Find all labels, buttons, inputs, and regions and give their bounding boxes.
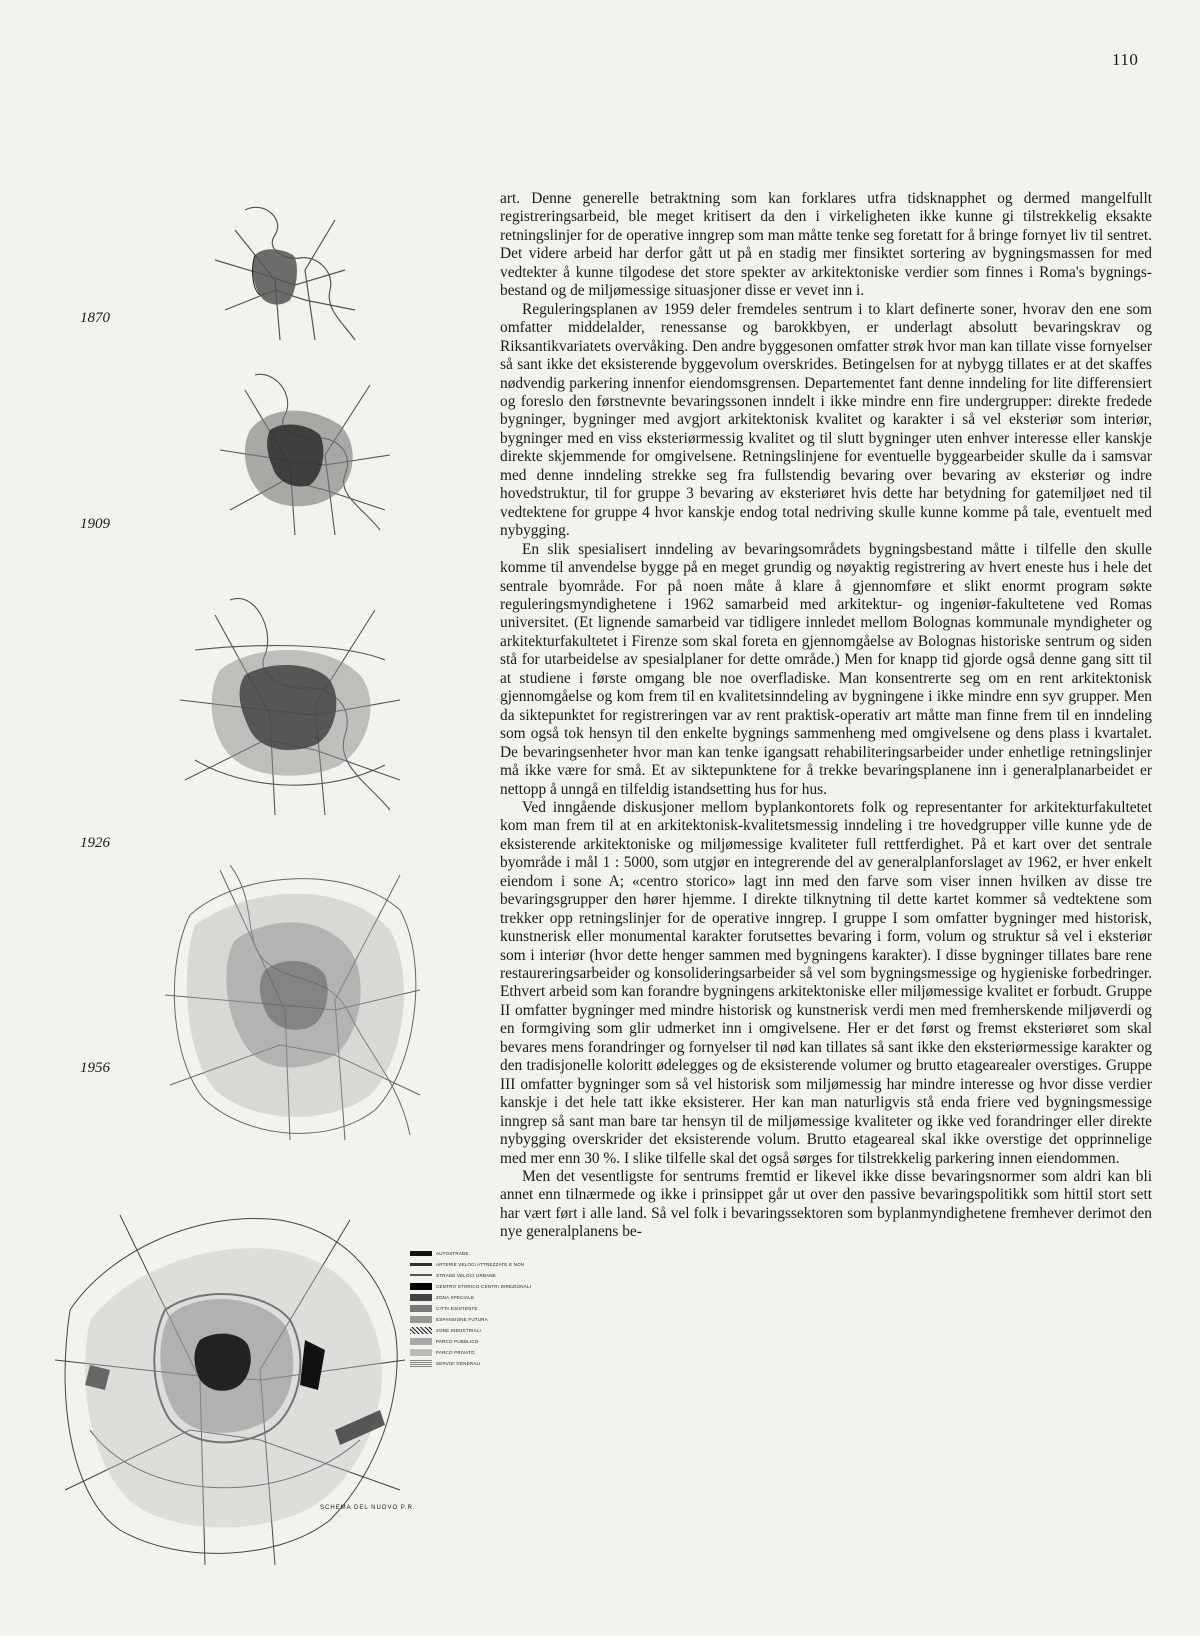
paragraph: Reguleringsplanen av 1959 deler fremdeles sentrum i to klart definerte soner, hvorav den ene som omfatter middelalder, renessanse og barokkbyen, er underlagt absolutt bevaringskrav og Riksantikvariatets overvåking. Den andre byggesonen omfatter strøk hvor man kan tillate visse fornyelser så sant ikke det eksisterende byggevolum overskrides. Betingelsen for at nybygg tillates er at det skaffes nødvendig parkering innenfor eiendomsgrensen. Departementet fant denne inndeling for lite differensiert og foreslo den førstnevnte bevaringssonen inndelt i ikke mindre enn fire undergrupper: direkte fredede bygninger, bygninger med avgjort arkitektonisk kvalitet og karakter i så vel eksteriør som interiør, bygninger med en viss eksteriørmessig kvalitet og til slutt bygninger uten enhver interesse eller kanskje direkte skjemmende for omgivelsene. Retningslinjene for eventuelle byggearbeider skulle da i samsvar med denne inndeling strekke seg fra fullstendig bevaring over bevaring av eksteriør og indre hovedstruktur, til for gruppe 3 bevaring av eksteriøret hvis dette har betydning for gatemiljøet ned til vedtektene for gruppe 4 hvor kanskje endog total nedriving skulle kunne komme på tale, eventuelt med nybygging. [500,300,1152,540]
legend-swatch [410,1294,432,1301]
page-number: 110 [1112,50,1139,69]
map-legend [410,1248,532,1369]
map-year-label: 1956 [80,1060,110,1076]
legend-item [410,1292,510,1302]
legend-item [410,1358,510,1368]
legend-item [410,1259,525,1269]
master-plan-map [50,1190,410,1570]
map-1909 [215,370,395,540]
paragraph: Ved inngående diskusjoner mellom byplankontorets folk og representanter for arkitekturfakultetet kom man frem til at en arkitektonisk-kvalitetsmessig inndeling i tre hovedgrupper ville kunne yde de eksisterende arkitektoniske og miljømessige kvaliteter full rettferdighet. På et kart over det sentrale byområde i mål 1 : 5000, som utgjør en integrerende del av generalplanforslaget av 1962, er hver enkelt eiendom i sone A; «centro storico» lagt inn med den farve som viser innen hvilken av disse tre bevaringsgrupper den hører hjemme. I direkte tilknytning til dette kartet kommer så vedtektene som trekker opp retningslinjer for de operative inngrep. I gruppe I som omfatter bygninger med historisk, kunstnerisk eller monumental karakter forutsettes bevaring i form, volum og struktur så vel i eksteriør som i interiør (hvor dette henger sammen med bygningens karakter). I disse bygninger tillates bare rene restaureringsarbeider og konsolideringsarbeider så vel som bygningsmessige og hygieniske forbedringer. Ethvert arbeid som kan forandre bygningens arkitektoniske eller miljømessige kvalitet er forbudt. Gruppe II omfatter bygninger med mindre historisk og kunstnerisk verdi men med fremherskende miljøverdi og en formgiving som glir udmerket inn i omgivelsene. Her er det først og fremst eksteriøret som skal bevares mens forandringer og fornyelser til nød kan tillates så sant ikke den eksteriørmessige karakter og den tradisjonelle koloritt ødelegges og de eksisterende volumer og brutto etagearealer overstiges. Gruppe III omfatter bygninger som så vel historisk som miljømessig har mindre interesse og hvor disse verdier kanskje i det hele tatt ikke eksisterer. Her kan man naturligvis stå enda friere ved bygningsmessige inngrep så sant man bare tar hensyn til de miljømessige kvaliteter og ikke ved forandringer eller direkte nybygging overskrider det eksisterende volum. Brutto etageareal skal ikke overstige det opprinnelige med mer enn 30 %. I slike tilfelle skal det også sørges for tilstrekkelig parkering innen eiendommen. [500,798,1152,1167]
legend-swatch [410,1305,432,1312]
paragraph: art. Denne generelle betraktning som kan forklares utfra tidsknapphet og dermed mangelfullt registreringsarbeid, ble meget kritisert da den i virkeligheten ikke kunne gi tilstrekkelig eksakte retningslinjer for de operative inngrep som man måtte tenke seg foretatt for å bringe fornyet liv til sentret. Det videre arbeid har derfor gått ut på en stadig mer finsiktet sortering av bygningsmassen for med vedtekter å kunne tilgodese det store spekter av arkitektoniske verdier som finnes i Roma's bygnings-bestand og de miljømessige situasjoner disse er vevet inn i. [500,190,1152,300]
legend-item [410,1248,510,1258]
legend-label: ZONE INDUSTRIALI [436,1327,481,1333]
legend-item [410,1281,532,1291]
legend-label: ZONA SPECIALE [436,1294,475,1300]
legend-label: PARCO PUBBLICO [436,1338,479,1344]
legend-label: PARCO PRIVATO [436,1349,475,1355]
legend-label: ARTERIE VELOCI ATTREZZATE E NON [436,1261,525,1267]
legend-swatch [410,1251,432,1256]
legend-swatch [410,1274,432,1276]
legend-label: ESPANSIONE FUTURA [436,1316,488,1322]
article-text [500,190,1152,1242]
legend-swatch [410,1360,432,1367]
legend-item [410,1303,510,1313]
map-1956 [160,855,425,1145]
legend-label: SERVIZI GENERALI [436,1360,481,1366]
legend-item [410,1336,510,1346]
legend-label: STRADE VELOCI URBANE [436,1272,497,1278]
legend-swatch [410,1316,432,1323]
map-1870 [205,200,365,350]
paragraph: Men det vesentligste for sentrums fremtid er likevel ikke disse bevaringsnormer som aldri kan bli annet enn tilnærmede og ikke i prinsippet går ut over den passive bevaringspolitikk som hittil stort sett har vært ført i alle land. Så vel folk i bevaringssektoren som byplanmyndighetene fremhever derimot den nye generalplanens be- [500,1168,1152,1241]
map-caption: SCHEMA DEL NUOVO P.R. [320,1505,416,1511]
legend-item [410,1325,510,1335]
legend-swatch [410,1283,432,1290]
legend-item [410,1347,510,1357]
legend-label: CITTA ESISTENTE [436,1305,478,1311]
historical-maps-column [70,190,532,1570]
map-year-label: 1926 [80,835,110,851]
legend-item [410,1270,510,1280]
legend-item [410,1314,510,1324]
legend-swatch [410,1349,432,1356]
legend-label: AUTOSTRADE [436,1250,469,1256]
legend-swatch [410,1263,432,1266]
paragraph: En slik spesialisert inndeling av bevaringsområdets bygningsbestand måtte i tilfelle den skulle komme til anvendelse bygge på en meget grundig og nøyaktig registrering av hvert eneste hus i hele det sentrale byområde. For på noen måte å klare å gjennomføre et slikt enormt program søkte reguleringsmyndighetene i 1962 samarbeid med arkitektur- og ingeniør-fakultetene ved Romas universitet. (Et lignende samarbeid var tidligere innledet mellom Bolognas kommunale myndigheter og arkitekturfakultetet i Firenze som skal foreta en gjennomgåelse av Bolognas historiske sentrum og siden stå for utarbeidelse av spesialplaner for dette område.) Men for knapp tid gjorde også denne gang sitt til at studiene i første omgang ble noe overfladiske. Man konsentrerte seg om en rent arkitektonisk gjennomgåelse og kom frem til en kvalitetsinndeling av bygningene i ikke mindre enn syv grupper. Men da siktepunktet for registreringen var av rent praktisk-operativ art måtte man finne frem til en inndeling som også tok hensyn til den enkelte bygnings sammenheng med omgivelsene og dens plass i kvartalet. De bevaringsenheter hvor man kan tenke igangsatt rehabiliteringsarbeider under enhetlige retningslinjer må ikke være for små. Et av siktepunktene for å trekke bevaringsplanene inn i generalplanarbeidet er nettopp å unngå en tilfeldig istandsetting hus for hus. [500,540,1152,798]
legend-swatch [410,1327,432,1334]
legend-label: CENTRO STORICO-CENTRI DIREZIONALI [436,1283,532,1289]
legend-swatch [410,1338,432,1345]
map-1926 [175,590,405,820]
map-year-label: 1909 [80,516,110,532]
map-year-label: 1870 [80,310,110,326]
